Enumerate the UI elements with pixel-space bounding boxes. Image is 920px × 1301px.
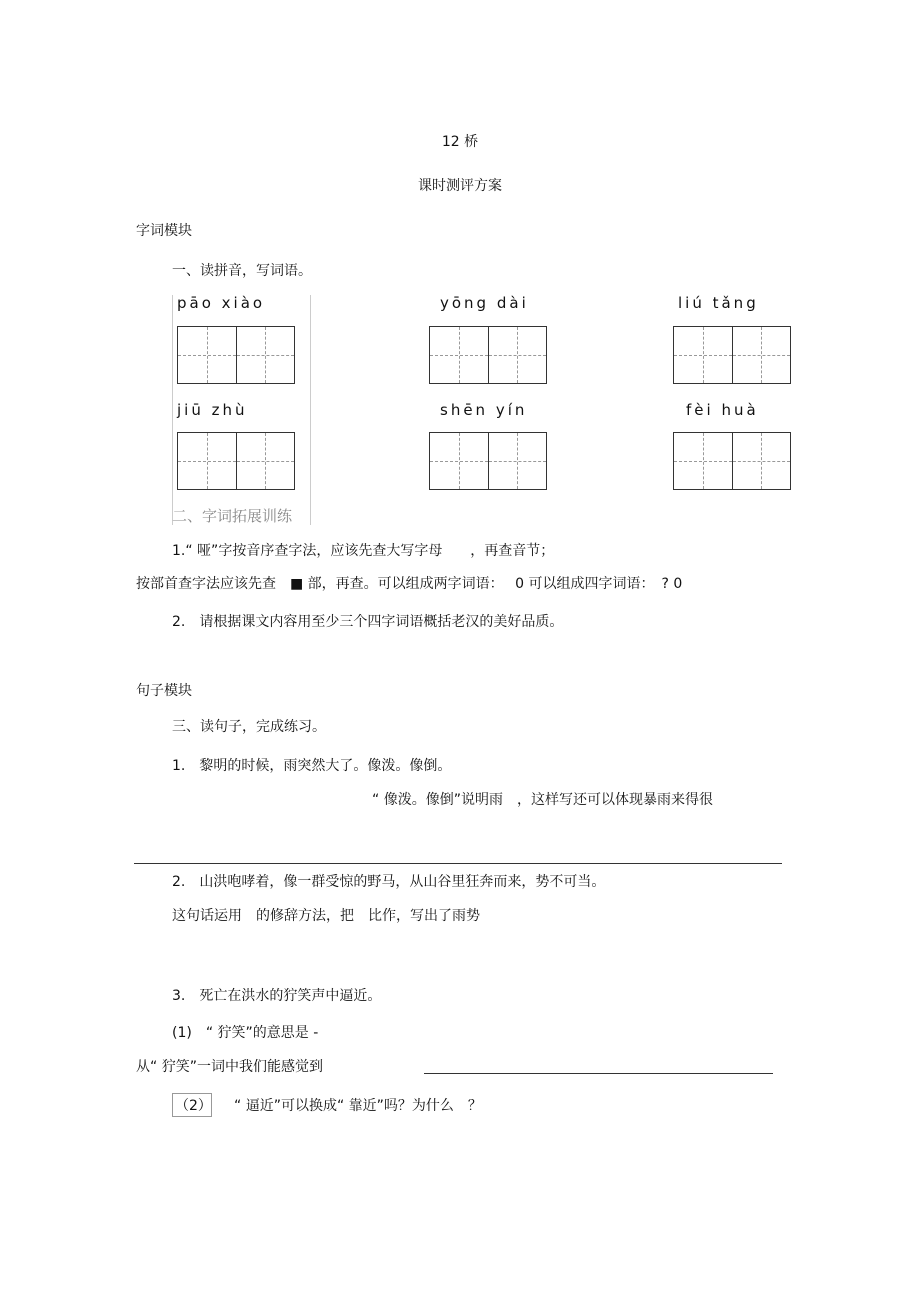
question-text: 这句话运用 的修辞方法，把 比作，写出了雨势 — [172, 908, 480, 924]
question-heading: 三、读句子，完成练习。 — [172, 719, 326, 735]
writing-grid[interactable] — [673, 326, 791, 384]
module-heading: 字词模块 — [136, 223, 192, 239]
lesson-title: 12 桥 — [441, 134, 479, 150]
question-heading: 二、字词拓展训练 — [172, 507, 293, 525]
subtitle: 课时测评方案 — [418, 178, 502, 194]
question-text: 2. 请根据课文内容用至少三个四字词语概括老汉的美好品质。 — [172, 614, 564, 630]
question-text: “ 像泼。像倒”说明雨 ，这样写还可以体现暴雨来得很 — [372, 792, 713, 808]
divider — [172, 295, 173, 525]
writing-grid[interactable] — [177, 326, 295, 384]
writing-grid[interactable] — [429, 432, 547, 490]
question-text: 3. 死亡在洪水的狞笑声中逼近。 — [172, 988, 382, 1004]
question-text: 从“ 狞笑”一词中我们能感觉到 — [136, 1059, 323, 1075]
writing-grid[interactable] — [429, 326, 547, 384]
pinyin: pāo xiào — [177, 294, 266, 312]
question-heading: 一、读拼音，写词语。 — [172, 263, 312, 279]
pinyin: liú tǎng — [678, 294, 759, 312]
writing-grid[interactable] — [177, 432, 295, 490]
divider — [310, 295, 311, 525]
pinyin: yōng dài — [440, 294, 529, 312]
writing-grid[interactable] — [673, 432, 791, 490]
question-text: 按部首查字法应该先查 ■ 部，再查。可以组成两字词语： 0 可以组成四字词语： ? 0 — [136, 576, 683, 592]
pinyin: jiū zhù — [177, 401, 248, 419]
question-text: “ 逼近”可以换成“ 靠近”吗？为什么 ？ — [234, 1098, 482, 1114]
question-text: (1) “ 狞笑”的意思是 - — [172, 1025, 319, 1041]
pinyin: fèi huà — [686, 401, 759, 419]
answer-line[interactable] — [424, 1073, 773, 1074]
question-text: 1. 黎明的时候，雨突然大了。像泼。像倒。 — [172, 758, 452, 774]
question-number: （2） — [175, 1098, 212, 1114]
question-text: 1.“ 哑”字按音序查字法，应该先查大写字母 ，再查音节； — [172, 543, 555, 559]
question-text: 2. 山洪咆哮着，像一群受惊的野马，从山谷里狂奔而来，势不可当。 — [172, 874, 606, 890]
module-heading: 句子模块 — [136, 683, 192, 699]
pinyin: shēn yín — [440, 401, 528, 419]
answer-line[interactable] — [134, 863, 782, 864]
